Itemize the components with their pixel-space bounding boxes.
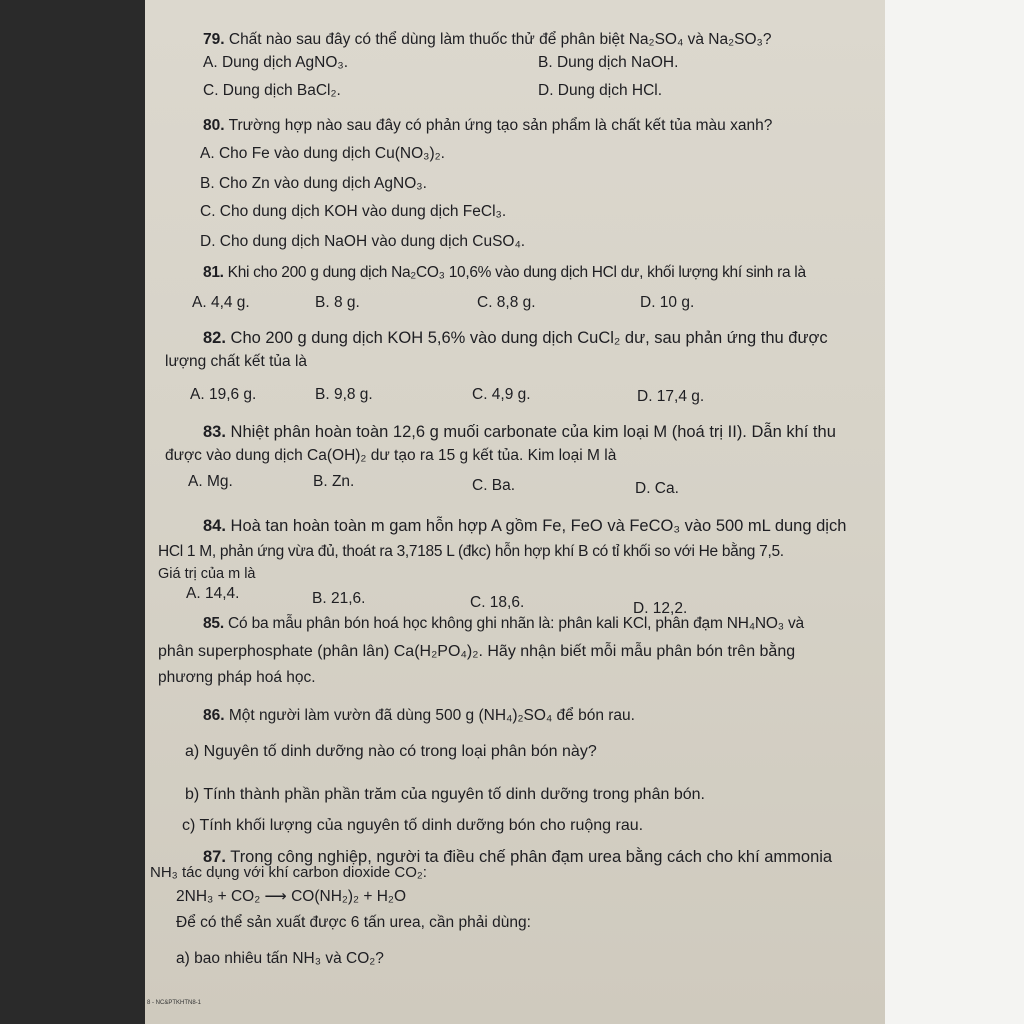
question-87-cont2: Để có thể sản xuất được 6 tấn urea, cần phải dùng:	[176, 914, 531, 931]
question-79	[203, 31, 771, 49]
question-84	[203, 517, 846, 535]
option-a: A. Dung dịch AgNO₃.	[203, 54, 349, 71]
option-b: B. Zn.	[313, 473, 355, 490]
sub-question-a: a) Nguyên tố dinh dưỡng nào có trong loại phân bón này?	[185, 743, 597, 760]
option-d: D. 12,2.	[633, 600, 688, 617]
question-text: Nhiệt phân hoàn toàn 12,6 g muối carbonate của kim loại M (hoá trị II). Dẫn khí thu	[225, 423, 836, 441]
option-c: C. Dung dịch BaCl₂.	[203, 82, 341, 99]
question-text: Có ba mẫu phân bón hoá học không ghi nhãn là: phân kali KCl, phân đạm NH₄NO₃ và	[223, 615, 804, 632]
option-d: D. 17,4 g.	[637, 388, 705, 405]
sub-question-c: c) Tính khối lượng của nguyên tố dinh dưỡng bón cho ruộng rau.	[182, 817, 644, 834]
option-a: A. Cho Fe vào dung dịch Cu(NO₃)₂.	[200, 145, 445, 162]
question-text: Cho 200 g dung dịch KOH 5,6% vào dung dịch CuCl₂ dư, sau phản ứng thu được	[225, 329, 828, 347]
question-81	[203, 264, 806, 282]
option-b: B. 8 g.	[315, 294, 360, 311]
page-footer: 8 - NC&PTKHTN8-1	[147, 1000, 202, 1006]
sub-question-b: b) Tính thành phần phần trăm của nguyên tố dinh dưỡng trong phân bón.	[185, 786, 705, 803]
question-84-cont: HCl 1 M, phản ứng vừa đủ, thoát ra 3,7185 L (đkc) hỗn hợp khí B có tỉ khối so với He bằng 7,5.	[158, 543, 784, 560]
option-b: B. 9,8 g.	[315, 386, 373, 403]
question-text: Trường hợp nào sau đây có phản ứng tạo sản phẩm là chất kết tủa màu xanh?	[224, 117, 773, 134]
option-d: D. Dung dịch HCl.	[538, 82, 663, 99]
option-c: C. Ba.	[472, 477, 516, 494]
question-85-cont2: phương pháp hoá học.	[158, 669, 316, 686]
option-c: C. 4,9 g.	[472, 386, 531, 403]
question-text: Trong công nghiệp, người ta điều chế phân đạm urea bằng cách cho khí ammonia	[225, 848, 833, 866]
question-82	[203, 329, 828, 347]
option-d: D. Ca.	[635, 480, 679, 497]
question-number: 85.	[203, 615, 224, 632]
question-83	[203, 423, 836, 441]
question-number: 81.	[203, 264, 224, 281]
question-text: Khi cho 200 g dung dịch Na₂CO₃ 10,6% vào dung dịch HCl dư, khối lượng khí sinh ra là	[223, 264, 806, 281]
option-c: C. 8,8 g.	[477, 294, 536, 311]
question-text: Chất nào sau đây có thể dùng làm thuốc thử để phân biệt Na₂SO₄ và Na₂SO₃?	[224, 31, 772, 48]
option-c: C. 18,6.	[470, 594, 525, 611]
question-number: 87.	[203, 848, 226, 866]
question-86	[203, 707, 635, 725]
option-a: A. 4,4 g.	[192, 294, 250, 311]
option-a: A. 19,6 g.	[190, 386, 257, 403]
question-80	[203, 117, 772, 135]
question-87-cont: NH₃ tác dụng với khí carbon dioxide CO₂:	[150, 864, 427, 881]
question-84-cont2: Giá trị của m là	[158, 566, 256, 582]
question-number: 80.	[203, 117, 225, 134]
option-b: B. Cho Zn vào dung dịch AgNO₃.	[200, 175, 427, 192]
question-82-cont: lượng chất kết tủa là	[165, 353, 308, 370]
option-b: B. 21,6.	[312, 590, 366, 607]
option-d: D. Cho dung dịch NaOH vào dung dịch CuSO₄.	[200, 233, 526, 250]
option-a: A. 14,4.	[186, 585, 240, 602]
option-c: C. Cho dung dịch KOH vào dung dịch FeCl₃.	[200, 203, 507, 220]
option-a: A. Mg.	[188, 473, 233, 490]
question-number: 86.	[203, 707, 225, 724]
question-text: Hoà tan hoàn toàn m gam hỗn hợp A gồm Fe, FeO và FeCO₃ vào 500 mL dung dịch	[225, 517, 847, 535]
reaction-equation: 2NH₃ + CO₂ ⟶ CO(NH₂)₂ + H₂O	[176, 888, 407, 905]
question-number: 79.	[203, 31, 225, 48]
question-number: 82.	[203, 329, 226, 347]
question-83-cont: được vào dung dịch Ca(OH)₂ dư tạo ra 15 g kết tủa. Kim loại M là	[165, 447, 617, 464]
sub-question-a: a) bao nhiêu tấn NH₃ và CO₂?	[176, 950, 384, 967]
question-85-cont: phân superphosphate (phân lân) Ca(H₂PO₄)₂. Hãy nhận biết mỗi mẫu phân bón trên bằng	[158, 643, 796, 660]
background-right	[885, 0, 1024, 1024]
question-number: 84.	[203, 517, 226, 535]
option-b: B. Dung dịch NaOH.	[538, 54, 679, 71]
question-text: Một người làm vườn đã dùng 500 g (NH₄)₂SO₄ để bón rau.	[224, 707, 635, 724]
question-number: 83.	[203, 423, 226, 441]
question-85	[203, 615, 804, 633]
option-d: D. 10 g.	[640, 294, 695, 311]
